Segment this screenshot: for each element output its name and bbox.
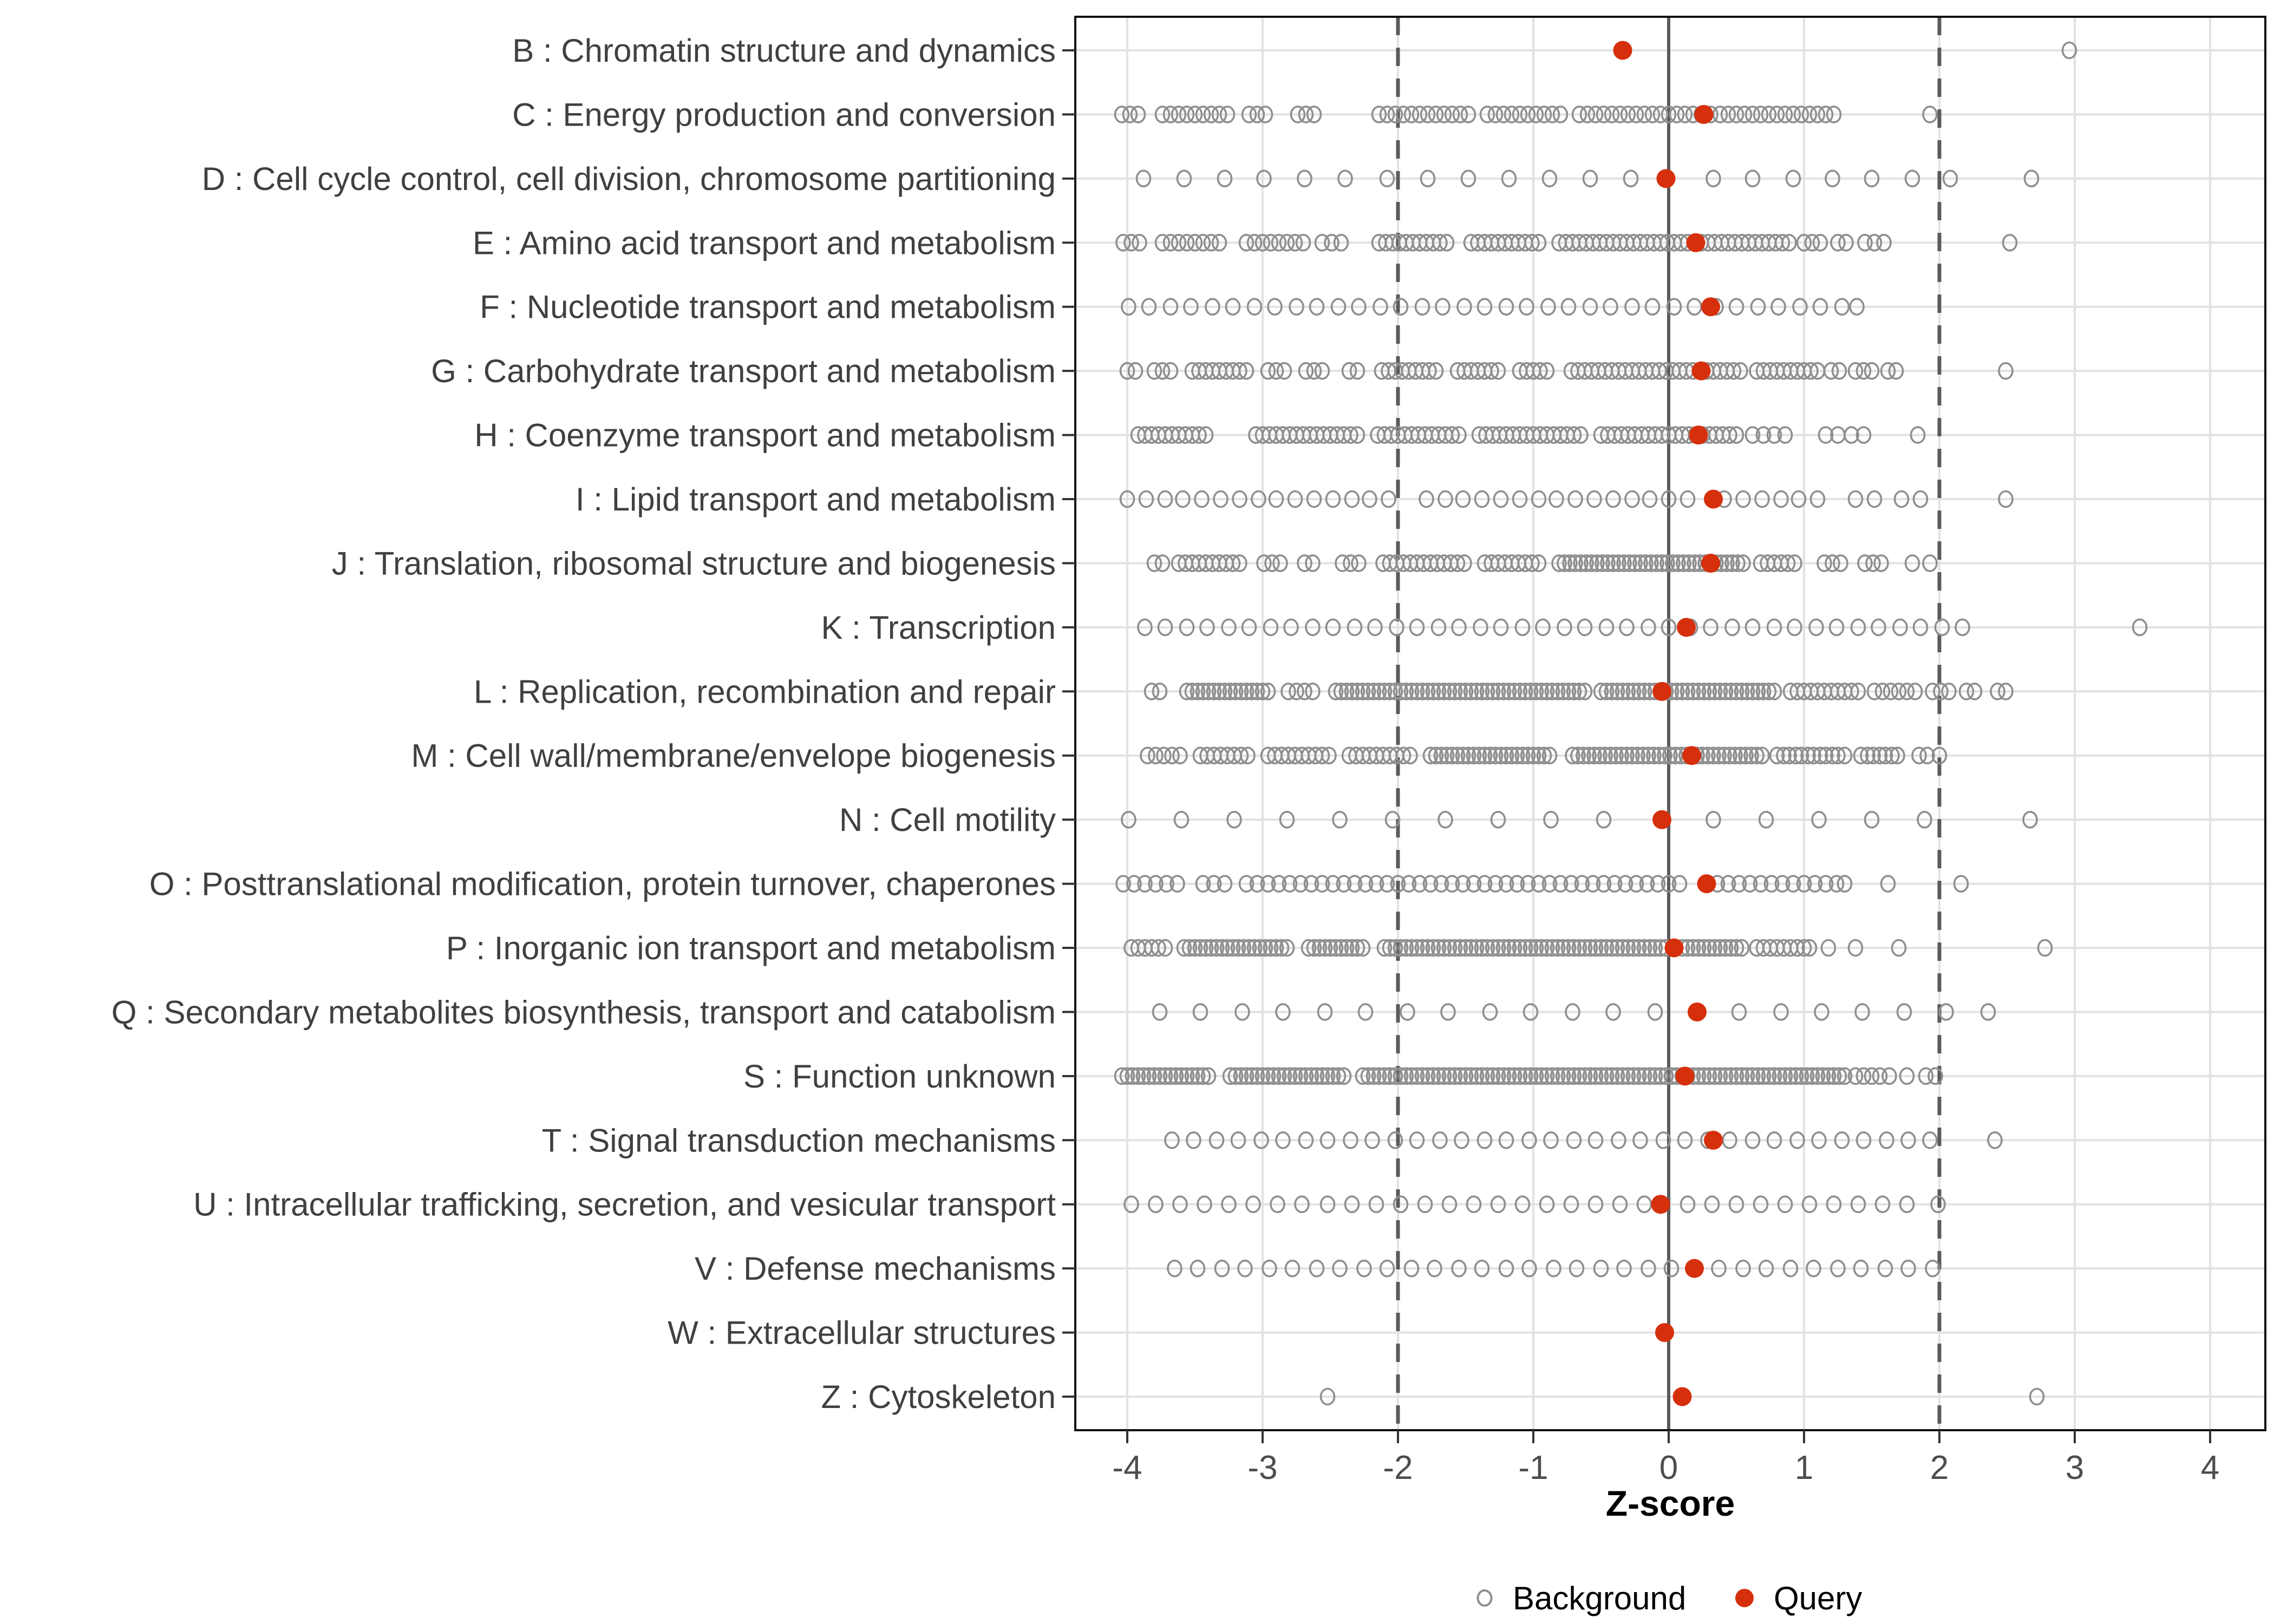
query-point xyxy=(1697,874,1716,893)
query-point xyxy=(1689,425,1708,444)
x-tick-label: 3 xyxy=(2065,1449,2084,1487)
x-tick-label: 4 xyxy=(2200,1449,2220,1487)
query-point xyxy=(1695,105,1714,124)
category-label: S : Function unknown xyxy=(743,1058,1056,1095)
x-tick-label: -2 xyxy=(1383,1449,1413,1487)
category-label: Q : Secondary metabolites biosynthesis, transport and catabolism xyxy=(111,994,1056,1031)
category-label: D : Cell cycle control, cell division, chromosome partitioning xyxy=(201,160,1056,197)
x-tick-label: 0 xyxy=(1659,1449,1678,1487)
category-label: K : Transcription xyxy=(821,609,1056,646)
category-label: C : Energy production and conversion xyxy=(512,96,1056,133)
legend xyxy=(1478,1580,1863,1616)
category-label: W : Extracellular structures xyxy=(668,1314,1056,1351)
query-point xyxy=(1685,1259,1704,1278)
category-label: B : Chromatin structure and dynamics xyxy=(512,32,1056,69)
legend-background-marker-icon xyxy=(1478,1590,1492,1606)
query-point xyxy=(1688,1003,1707,1021)
query-point xyxy=(1676,1066,1695,1085)
query-point xyxy=(1651,1195,1670,1214)
category-label: Z : Cytoskeleton xyxy=(821,1379,1056,1415)
query-point xyxy=(1652,810,1671,829)
x-tick-label: 2 xyxy=(1930,1449,1949,1487)
data-points-layer xyxy=(1115,41,2147,1406)
category-label: O : Posttranslational modification, protein turnover, chaperones xyxy=(149,866,1056,902)
query-point xyxy=(1613,41,1632,60)
category-label: F : Nucleotide transport and metabolism xyxy=(480,289,1056,325)
query-point xyxy=(1682,746,1701,765)
category-label: J : Translation, ribosomal structure and biogenesis xyxy=(331,545,1056,582)
query-point xyxy=(1701,554,1720,573)
x-tick-label: -1 xyxy=(1518,1449,1548,1487)
query-point xyxy=(1677,618,1696,637)
category-label: G : Carbohydrate transport and metabolism xyxy=(431,353,1056,390)
legend-query-marker-icon xyxy=(1735,1589,1754,1607)
category-label: L : Replication, recombination and repair xyxy=(473,673,1056,710)
query-point xyxy=(1692,362,1711,381)
reference-lines-layer xyxy=(1398,17,1939,1430)
query-point xyxy=(1657,169,1676,188)
query-point xyxy=(1652,682,1671,701)
query-point xyxy=(1665,939,1684,958)
category-label: U : Intracellular trafficking, secretion, and vesicular transport xyxy=(193,1186,1056,1223)
query-point xyxy=(1701,297,1720,316)
legend-background-label: Background xyxy=(1513,1580,1687,1616)
query-point xyxy=(1687,233,1706,252)
category-label: M : Cell wall/membrane/envelope biogenesis xyxy=(411,737,1056,774)
legend-query-label: Query xyxy=(1774,1580,1863,1616)
category-label: P : Inorganic ion transport and metabolism xyxy=(446,930,1056,966)
query-point xyxy=(1704,490,1723,509)
x-tick-label: -3 xyxy=(1247,1449,1278,1487)
query-point xyxy=(1673,1387,1692,1406)
x-tick-label: -4 xyxy=(1112,1449,1142,1487)
category-label: E : Amino acid transport and metabolism xyxy=(472,225,1056,261)
category-label: I : Lipid transport and metabolism xyxy=(575,481,1056,518)
query-point xyxy=(1704,1131,1723,1150)
x-tick-label: 1 xyxy=(1794,1449,1814,1487)
query-point xyxy=(1655,1323,1674,1342)
category-label: H : Coenzyme transport and metabolism xyxy=(474,417,1056,454)
category-label: V : Defense mechanisms xyxy=(695,1250,1056,1287)
x-axis-title: Z-score xyxy=(1605,1483,1735,1523)
category-label: N : Cell motility xyxy=(839,802,1056,839)
category-label: T : Signal transduction mechanisms xyxy=(541,1122,1056,1159)
